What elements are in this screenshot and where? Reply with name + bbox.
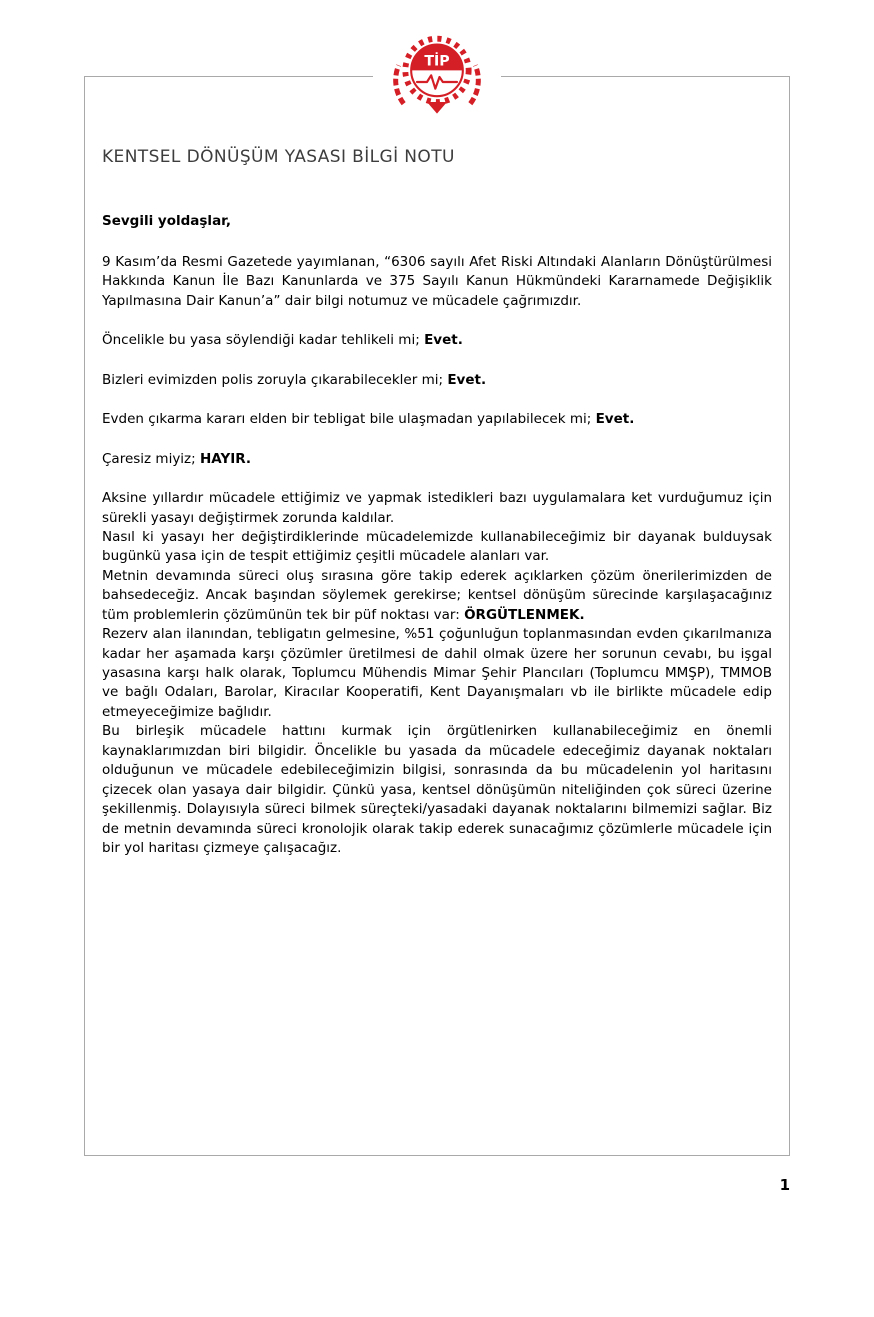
paragraph-text: Evden çıkarma kararı elden bir tebligat bile ulaşmadan yapılabilecek mi; — [102, 411, 596, 428]
paragraph-bold: Evet. — [447, 371, 487, 388]
paragraph — [102, 371, 772, 390]
paragraph — [102, 253, 772, 311]
paragraph — [102, 331, 772, 350]
paragraph-text: Çaresiz miyiz; — [102, 450, 200, 467]
tip-logo-icon — [387, 29, 487, 125]
paragraph — [102, 567, 772, 625]
paragraph — [102, 489, 772, 528]
tip-logo — [373, 29, 501, 125]
laurel-left-icon — [396, 65, 404, 103]
page-title: KENTSEL DÖNÜŞÜM YASASI BİLGİ NOTU — [102, 147, 455, 167]
paragraph-bold: ÖRGÜTLENMEK. — [464, 606, 585, 623]
paragraph — [102, 722, 772, 858]
paragraph-text: Bu birleşik mücadele hattını kurmak için örgütlenirken kullanabileceğimiz en önemli kaynaklarımızdan biri bilgidir. Öncelikle bu yasada da mücadele edeceğimiz dayanak noktaları olduğunun ve mücadele edebileceğimizin bilgisi, sonrasında da bu mücadelenin yol haritasını çizecek olan yasaya dair bilgidir. Çünkü yasa, kentsel dönüşümün niteliğinden çok süreci üzerine şekillenmiş. Dolayısıyla süreci bilmek süreçteki/yasadaki dayanak noktalarını bilmemizi sağlar. Biz de metnin devamında süreci kronolojik olarak takip ederek sunacağımız çözümlerle mücadele için bir yol haritası çizmeye çalışacağız. — [102, 723, 772, 856]
badge-point-icon — [427, 102, 447, 114]
paragraph-text: Nasıl ki yasayı her değiştirdiklerinde mücadelemizde kullanabileceğimiz bir dayanak bulduysak bugünkü yasa için de tespit ettiğimiz çeşitli mücadele alanları var. — [102, 528, 772, 565]
page-number: 1 — [779, 1176, 790, 1194]
paragraph-bold: Evet. — [424, 332, 463, 349]
paragraph-text: Aksine yıllardır mücadele ettiğimiz ve yapmak istedikleri bazı uygulamalara ket vurduğumuz için sürekli yasayı değiştirmek zorunda kaldılar. — [102, 490, 772, 526]
paragraph-text: 9 Kasım’da Resmi Gazetede yayımlanan, “6306 sayılı Afet Riski Altındaki Alanların Dönüştürülmesi Hakkında Kanun İle Bazı Kanunlarda ve 375 Sayılı Kanun Hükmündeki Kararnamede Değişiklik Yapılmasına Dair Kanun’a” dair bilgi notumuz ve mücadele çağrımızdır. — [102, 254, 772, 309]
paragraph-text: Bizleri evimizden polis zoruyla çıkarabilecekler mi; — [102, 371, 448, 388]
paragraph — [102, 450, 772, 469]
paragraph — [102, 528, 772, 567]
greeting: Sevgili yoldaşlar, — [102, 213, 231, 229]
paragraph-bold: HAYIR. — [200, 450, 252, 467]
paragraph — [102, 625, 772, 722]
paragraph-bold: Evet. — [595, 411, 635, 428]
paragraph-text: Öncelikle bu yasa söylendiği kadar tehlikeli mi; — [102, 332, 425, 349]
paragraph — [102, 410, 772, 429]
document-page — [84, 53, 790, 1156]
paragraph-text: Metnin devamında süreci oluş sırasına göre takip ederek açıklarken çözüm önerilerimizden de bahsedeceğiz. Ancak başından söylemek gerekirse; kentsel dönüşüm sürecinde karşılaşacağınız tüm problemlerin çözümünün tek bir püf noktası var: — [102, 567, 772, 623]
logo-text: TİP — [424, 53, 450, 70]
paragraph-text: Rezerv alan ilanından, tebligatın gelmesine, %51 çoğunluğun toplanmasından evden çıkarılmanıza kadar her aşamada karşı çözümler üretilmesi de dahil olmak üzere her sorunun cevabı, bu işgal yasasına karşı halk olarak, Toplumcu Mühendis Mimar Şehir Plancıları (Toplumcu MMŞP), TMMOB ve bağlı Odaları, Barolar, Kiracılar Kooperatifi, Kent Dayanışmaları vb ile birlikte mücadele edip etmeyeceğimize bağlıdır. — [102, 626, 772, 720]
